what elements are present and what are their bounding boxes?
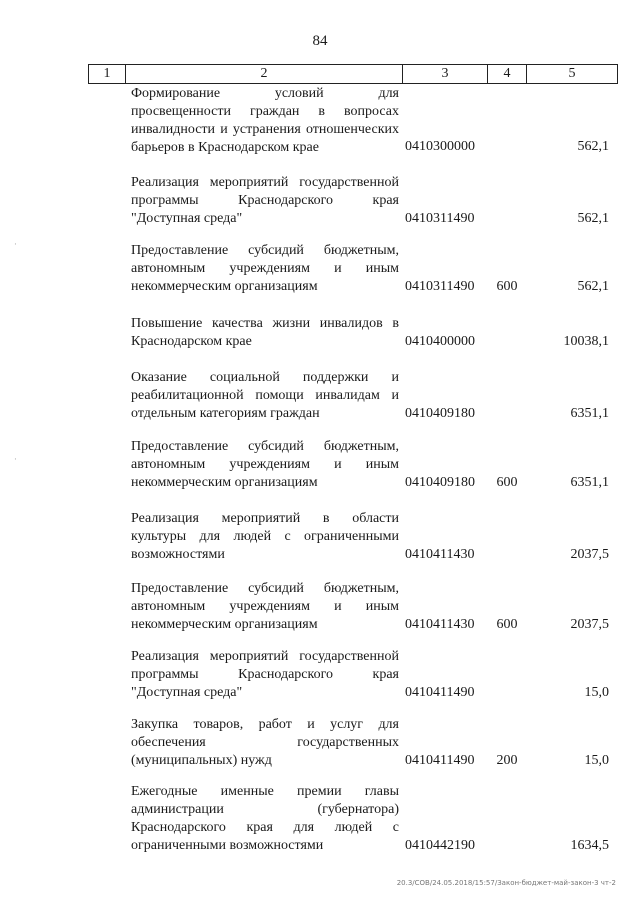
row-amount: 1634,5: [570, 838, 609, 853]
row-amount: 562,1: [577, 211, 609, 226]
row-code: 0410442190: [405, 838, 475, 853]
row-code: 0410411490: [405, 685, 475, 700]
column-header-1: 1: [89, 65, 126, 84]
margin-mark: ·: [14, 240, 17, 250]
row-description: Закупка товаров, работ и услуг для обеспечения государственных (муниципальных) нужд: [131, 717, 399, 768]
column-header-2: 2: [126, 65, 403, 84]
row-expense-kind: 200: [496, 753, 518, 768]
row-description: Предоставление субсидий бюджетным, автономным учреждениям и иным некоммерческим организациям: [131, 243, 399, 294]
column-header-5: 5: [527, 65, 618, 84]
document-footer-stamp: 20.3/СОВ/24.05.2018/15:57/Закон-бюджет-май-закон-3 чт-2: [396, 879, 616, 887]
row-amount: 15,0: [584, 753, 609, 768]
row-code: 0410311490: [405, 279, 475, 294]
row-description: Ежегодные именные премии главы администрации (губернатора) Краснодарского края для людей с ограниченными возможностями: [131, 784, 399, 853]
row-code: 0410411430: [405, 617, 475, 632]
row-amount: 2037,5: [570, 617, 609, 632]
row-expense-kind: 600: [496, 617, 518, 632]
row-amount: 6351,1: [570, 475, 609, 490]
row-expense-kind: 600: [496, 279, 518, 294]
page-number: 84: [312, 33, 328, 49]
row-description: Реализация мероприятий в области культуры для людей с ограниченными возможностями: [131, 511, 399, 562]
row-expense-kind: 600: [496, 475, 518, 490]
row-amount: 2037,5: [570, 547, 609, 562]
margin-mark: ·: [14, 455, 17, 465]
row-code: 0410411490: [405, 753, 475, 768]
row-description: Повышение качества жизни инвалидов в Краснодарском крае: [131, 316, 399, 349]
row-description: Предоставление субсидий бюджетным, автономным учреждениям и иным некоммерческим организациям: [131, 581, 399, 632]
row-code: 0410311490: [405, 211, 475, 226]
row-code: 0410400000: [405, 334, 475, 349]
row-description: Формирование условий для просвещенности граждан в вопросах инвалидности и устранения отношенческих барьеров в Краснодарском крае: [131, 86, 399, 155]
row-description: Реализация мероприятий государственной программы Краснодарского края "Доступная среда": [131, 175, 399, 226]
column-header-4: 4: [488, 65, 527, 84]
row-description: Предоставление субсидий бюджетным, автономным учреждениям и иным некоммерческим организациям: [131, 439, 399, 490]
row-amount: 6351,1: [570, 406, 609, 421]
column-header-3: 3: [403, 65, 488, 84]
row-amount: 15,0: [584, 685, 609, 700]
column-header-table: [88, 64, 618, 84]
row-amount: 562,1: [577, 139, 609, 154]
row-amount: 10038,1: [563, 334, 609, 349]
row-code: 0410411430: [405, 547, 475, 562]
row-code: 0410300000: [405, 139, 475, 154]
row-code: 0410409180: [405, 406, 475, 421]
row-code: 0410409180: [405, 475, 475, 490]
row-description: Оказание социальной поддержки и реабилитационной помощи инвалидам и отдельным категориям граждан: [131, 370, 399, 421]
row-description: Реализация мероприятий государственной программы Краснодарского края "Доступная среда": [131, 649, 399, 700]
row-amount: 562,1: [577, 279, 609, 294]
